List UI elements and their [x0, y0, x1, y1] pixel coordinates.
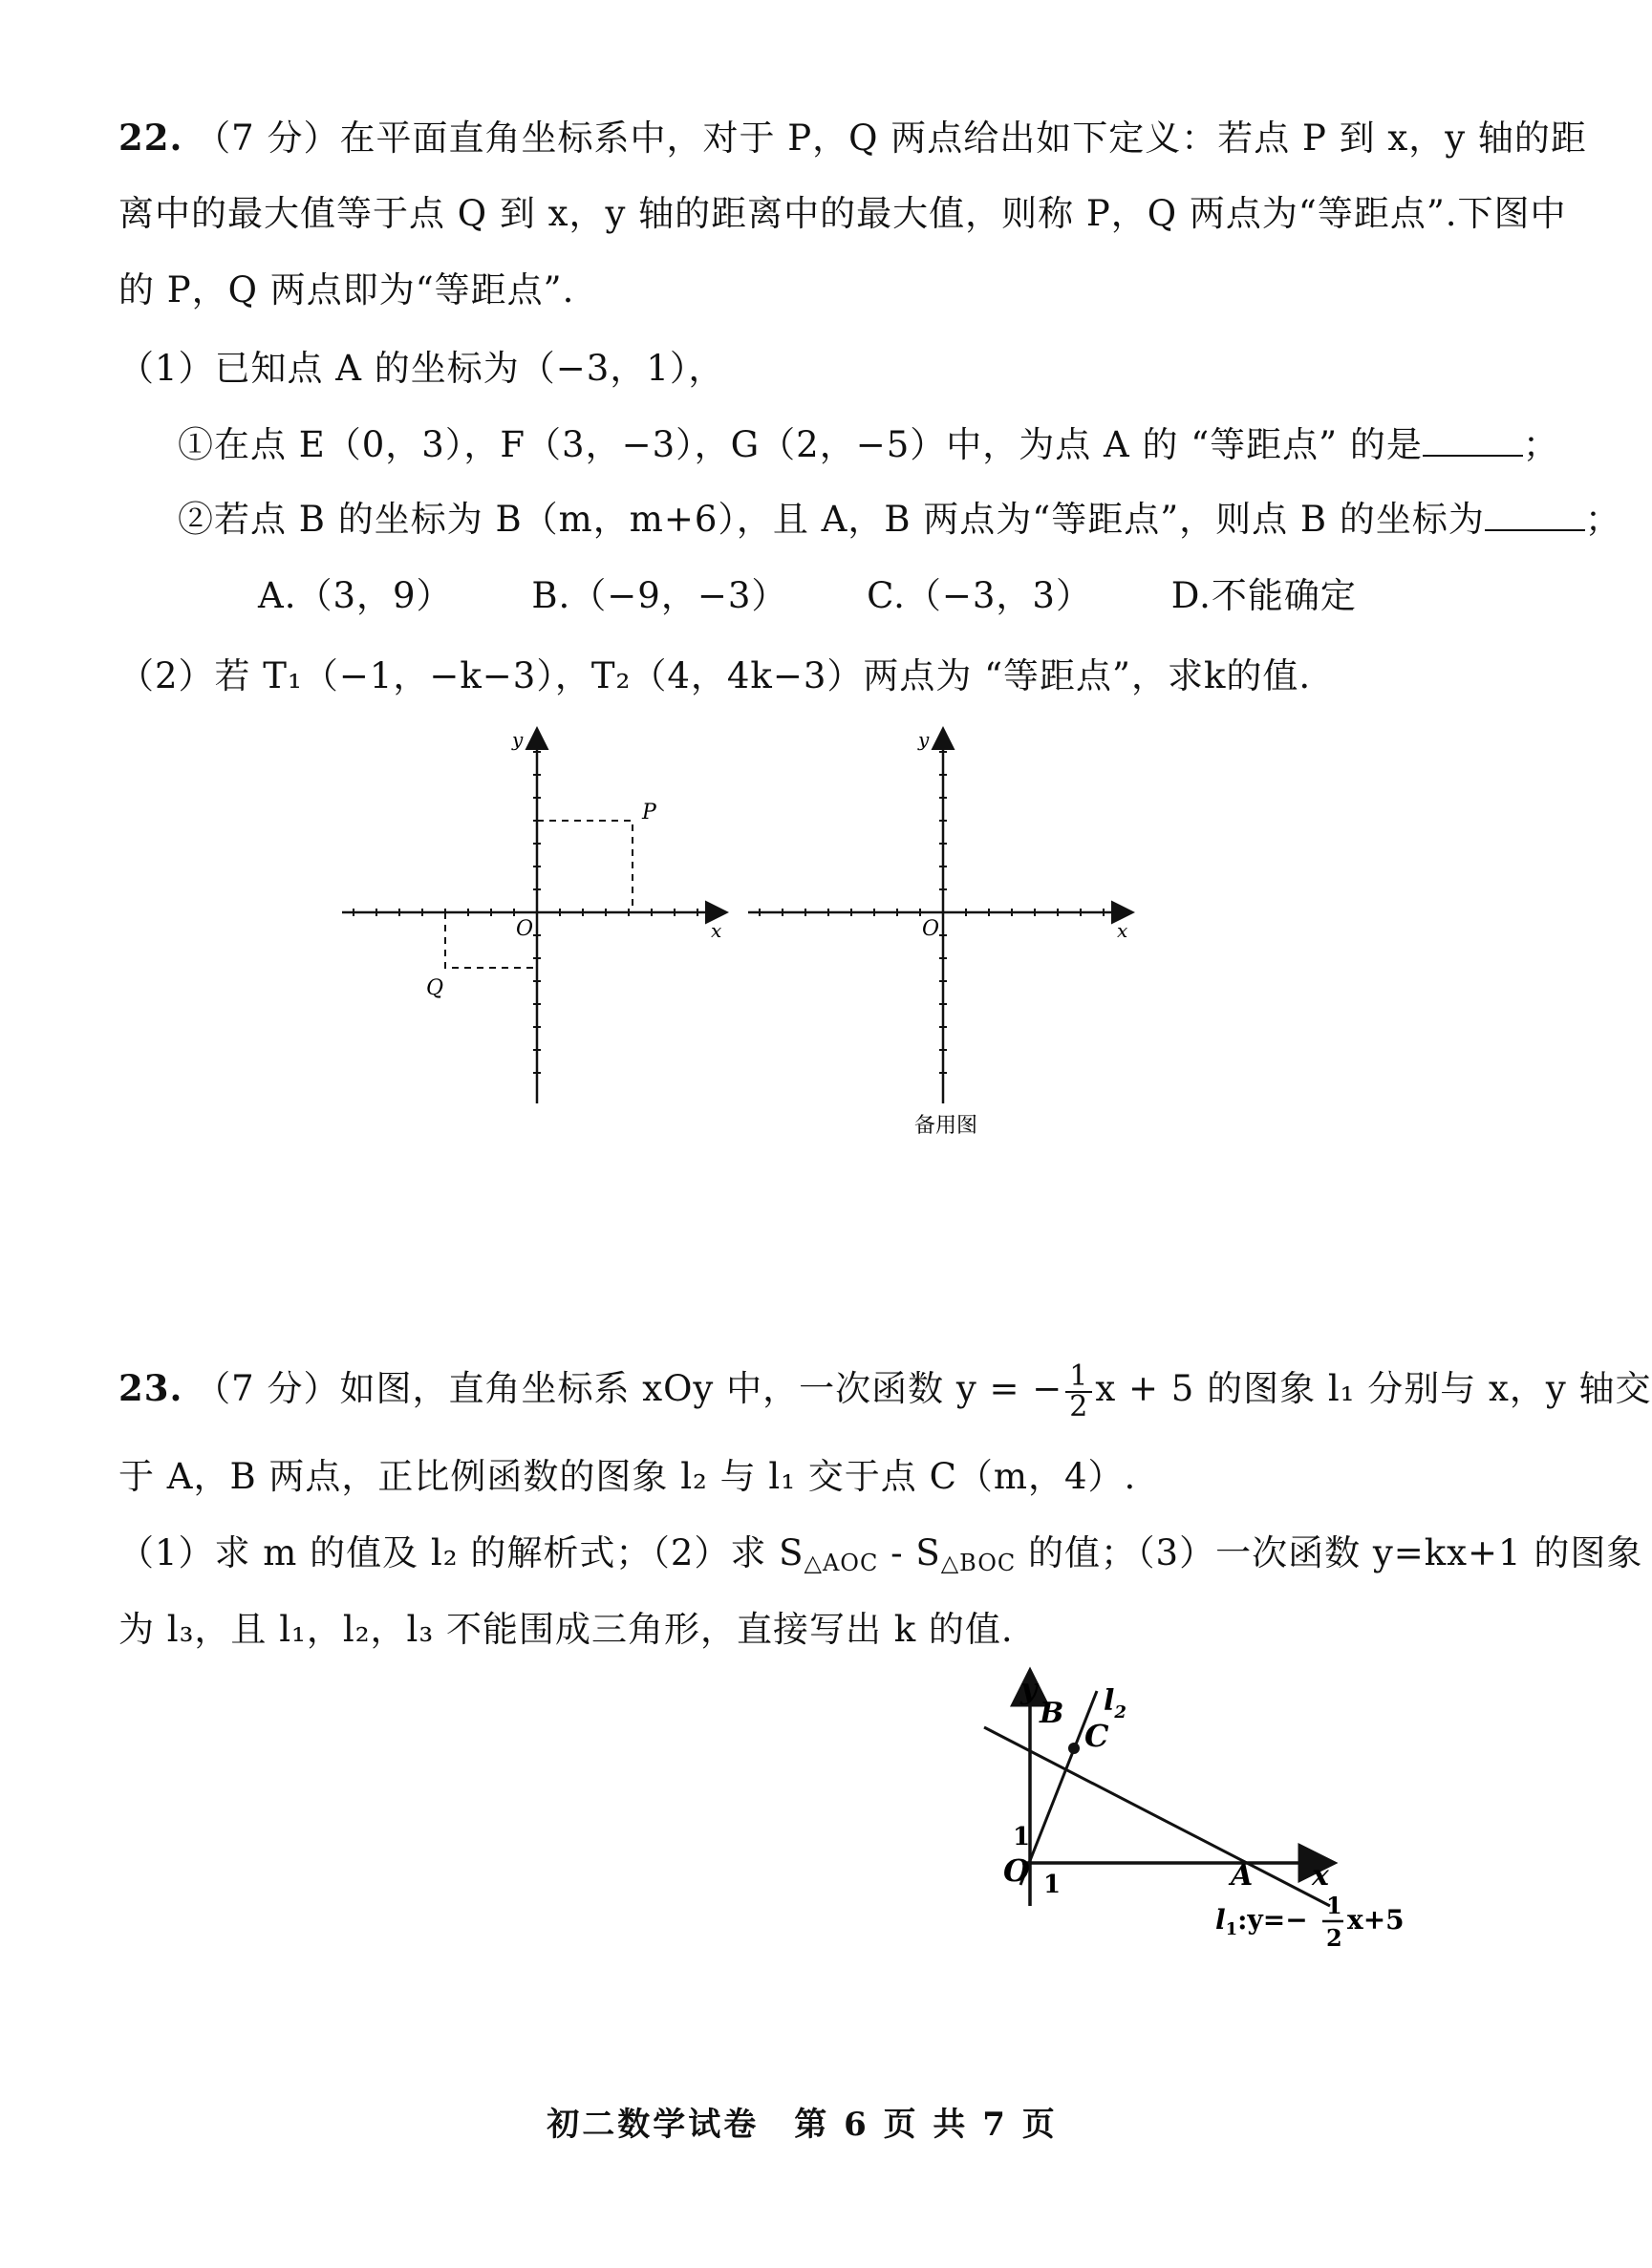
- option-a[interactable]: A.（3，9）: [258, 575, 453, 616]
- y-axis-label: y: [918, 728, 930, 751]
- svg-text:2: 2: [1326, 1924, 1342, 1952]
- subscript-aoc: △AOC: [804, 1550, 879, 1576]
- answer-blank-1[interactable]: [1423, 426, 1523, 457]
- svg-text:x+5: x+5: [1347, 1904, 1405, 1936]
- q23-line-2: 于 A，B 两点，正比例函数的图象 l₂ 与 l₁ 交于点 C（m，4）.: [118, 1456, 1137, 1497]
- subscript-boc: △BOC: [940, 1550, 1017, 1576]
- answer-blank-2[interactable]: [1485, 501, 1585, 531]
- q23-line-1a: 如图，直角坐标系 xOy 中，一次函数 y = −: [339, 1368, 1063, 1409]
- page-footer: 初二数学试卷 第 6 页 共 7 页: [547, 2106, 1058, 2144]
- y-axis-label: y: [1020, 1673, 1038, 1706]
- semicolon: ；: [1522, 424, 1559, 465]
- point-p-label: P: [642, 801, 656, 824]
- origin-label: O: [922, 917, 940, 941]
- spare-figure-caption: 备用图: [914, 1114, 978, 1138]
- q22-sub1: [178, 420, 1559, 470]
- q23-line-3a: （1）求 m 的值及 l₂ 的解析式；（2）求 S: [118, 1532, 805, 1573]
- q22-options: [258, 571, 1424, 621]
- semicolon: ；: [1584, 499, 1621, 540]
- point-c: [1068, 1743, 1080, 1754]
- q22-part2: （2）若 T₁（−1，−k−3），T₂（4，4k−3）两点为 “等距点”，求k的值.: [118, 655, 1312, 696]
- q22-graph-spare: [740, 721, 1142, 1142]
- q22-part1: （1）已知点 A 的坐标为（−3，1），: [118, 348, 725, 389]
- y-tick-1: 1: [1013, 1823, 1031, 1851]
- q23-number: 23.: [118, 1367, 183, 1409]
- q22-number: 22.: [118, 117, 183, 159]
- p-guide: [537, 821, 633, 912]
- line-l2-label: $l_2$: [1104, 1684, 1126, 1722]
- line-l1-equation: [1215, 1892, 1405, 1952]
- q22-line-1: [118, 113, 1587, 163]
- q22-intro-3: 的 P，Q 两点即为“等距点”.: [118, 269, 575, 310]
- option-c[interactable]: C.（−3，3）: [867, 575, 1092, 616]
- q22-sub1-text: ①在点 E（0，3），F（3，−3），G（2，−5）中，为点 A 的 “等距点” 的是: [178, 424, 1423, 465]
- x-axis-label: x: [711, 919, 722, 942]
- q23-figure: [965, 1667, 1462, 1963]
- q22-intro-1: 在平面直角坐标系中，对于 P，Q 两点给出如下定义：若点 P 到 x，y 轴的距: [339, 118, 1587, 159]
- point-q-label: Q: [426, 976, 444, 1000]
- x-axis-label: x: [1117, 919, 1128, 942]
- q23-line-1: [118, 1355, 1652, 1423]
- x-tick-1: 1: [1043, 1871, 1062, 1899]
- q22-graph-main: [334, 721, 736, 1113]
- q23-line-3c: 的值；（3）一次函数 y=kx+1 的图象: [1016, 1532, 1643, 1573]
- q23-line-3b: - S: [878, 1532, 941, 1573]
- option-d[interactable]: D.不能确定: [1170, 575, 1357, 616]
- q22-intro-2: 离中的最大值等于点 Q 到 x，y 轴的距离中的最大值，则称 P，Q 两点为“等距点”.下图中: [118, 193, 1567, 234]
- q23-points: （7 分）: [195, 1368, 340, 1409]
- point-c-label: C: [1084, 1718, 1109, 1754]
- svg-text:1: 1: [1326, 1892, 1342, 1919]
- svg-text:l1:y=−: $l_1:y=-$: [1215, 1904, 1308, 1939]
- q22-points: （7 分）: [195, 118, 340, 159]
- fraction-numerator: 1: [1065, 1362, 1092, 1393]
- point-b-label: B: [1040, 1697, 1064, 1730]
- q23-line-3: [118, 1529, 1642, 1588]
- line-l1: [984, 1727, 1330, 1906]
- option-b[interactable]: B.（−9，−3）: [531, 575, 788, 616]
- fraction-one-half: [1065, 1359, 1092, 1423]
- fraction-denominator: 2: [1069, 1389, 1089, 1423]
- x-axis-label: x: [1312, 1859, 1329, 1893]
- q22-sub2: [178, 495, 1621, 545]
- q22-sub2-text: ②若点 B 的坐标为 B（m，m+6），且 A，B 两点为“等距点”，则点 B 的坐标为: [178, 499, 1485, 540]
- origin-label: O: [1003, 1852, 1030, 1889]
- q23-line-4: 为 l₃，且 l₁，l₂，l₃ 不能围成三角形，直接写出 k 的值.: [118, 1609, 1014, 1650]
- q23-line-1b: x + 5 的图象 l₁ 分别与 x，y 轴交: [1095, 1368, 1652, 1409]
- point-a-label: A: [1231, 1859, 1254, 1893]
- y-axis-label: y: [512, 728, 524, 751]
- origin-label: O: [516, 917, 534, 941]
